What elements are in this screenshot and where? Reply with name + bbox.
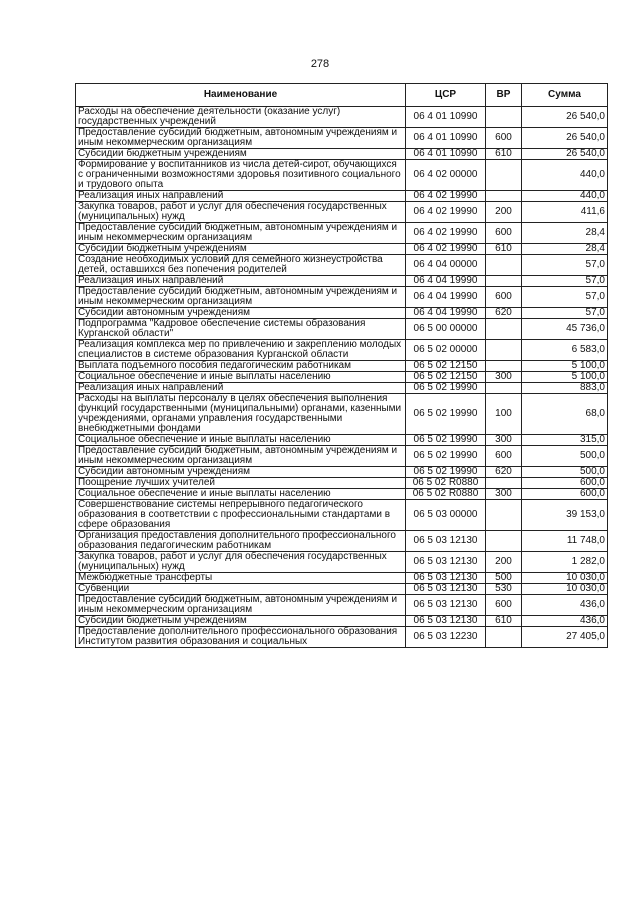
- cell-name: Социальное обеспечение и иные выплаты населению: [76, 435, 406, 446]
- cell-csr: 06 5 03 12130: [406, 595, 486, 616]
- cell-sum: 5 100,0: [522, 361, 608, 372]
- cell-csr: 06 5 02 12150: [406, 372, 486, 383]
- cell-sum: 57,0: [522, 276, 608, 287]
- table-row: [76, 149, 608, 160]
- cell-csr: 06 5 02 19990: [406, 435, 486, 446]
- cell-name: Предоставление субсидий бюджетным, автономным учреждениям и иным некоммерческим организациям: [76, 446, 406, 467]
- cell-csr: 06 5 02 19990: [406, 394, 486, 435]
- cell-csr: 06 5 02 12150: [406, 361, 486, 372]
- cell-name: Субсидии автономным учреждениям: [76, 467, 406, 478]
- cell-vr: [486, 500, 522, 531]
- cell-csr: 06 4 02 19990: [406, 244, 486, 255]
- cell-name: Предоставление субсидий бюджетным, автономным учреждениям и иным некоммерческим организациям: [76, 223, 406, 244]
- cell-csr: 06 5 02 19990: [406, 467, 486, 478]
- cell-csr: 06 5 03 12130: [406, 616, 486, 627]
- cell-name: Формирование у воспитанников из числа детей-сирот, обучающихся с ограниченными возможностями здоровья позитивного социального и трудового опыта: [76, 160, 406, 191]
- table-body: [76, 107, 608, 648]
- table-row: [76, 552, 608, 573]
- cell-name: Реализация иных направлений: [76, 383, 406, 394]
- cell-name: Социальное обеспечение и иные выплаты населению: [76, 372, 406, 383]
- cell-vr: 620: [486, 308, 522, 319]
- header-name: Наименование: [76, 84, 406, 107]
- cell-name: Создание необходимых условий для семейного жизнеустройства детей, оставшихся без попечения родителей: [76, 255, 406, 276]
- cell-sum: 500,0: [522, 467, 608, 478]
- cell-csr: 06 5 02 00000: [406, 340, 486, 361]
- cell-csr: 06 4 02 19990: [406, 202, 486, 223]
- table-row: [76, 319, 608, 340]
- cell-sum: 440,0: [522, 191, 608, 202]
- cell-sum: 26 540,0: [522, 149, 608, 160]
- cell-sum: 57,0: [522, 308, 608, 319]
- table-row: [76, 107, 608, 128]
- cell-sum: 26 540,0: [522, 128, 608, 149]
- cell-csr: 06 5 03 12130: [406, 552, 486, 573]
- cell-name: Субсидии бюджетным учреждениям: [76, 616, 406, 627]
- cell-name: Субсидии автономным учреждениям: [76, 308, 406, 319]
- cell-vr: 610: [486, 149, 522, 160]
- cell-vr: [486, 191, 522, 202]
- cell-vr: [486, 319, 522, 340]
- budget-table: [75, 83, 608, 648]
- cell-sum: 26 540,0: [522, 107, 608, 128]
- table-row: [76, 202, 608, 223]
- cell-csr: 06 4 04 19990: [406, 308, 486, 319]
- cell-sum: 68,0: [522, 394, 608, 435]
- table-row: [76, 489, 608, 500]
- cell-name: Предоставление субсидий бюджетным, автономным учреждениям и иным некоммерческим организациям: [76, 287, 406, 308]
- cell-sum: 500,0: [522, 446, 608, 467]
- cell-csr: 06 5 03 12130: [406, 584, 486, 595]
- cell-name: Реализация комплекса мер по привлечению и закреплению молодых специалистов в системе образования Курганской области: [76, 340, 406, 361]
- table-row: [76, 531, 608, 552]
- header-vr: ВР: [486, 84, 522, 107]
- cell-name: Закупка товаров, работ и услуг для обеспечения государственных (муниципальных) нужд: [76, 552, 406, 573]
- cell-csr: 06 4 02 19990: [406, 223, 486, 244]
- cell-name: Выплата подъемного пособия педагогическим работникам: [76, 361, 406, 372]
- cell-vr: 600: [486, 223, 522, 244]
- table-row: [76, 383, 608, 394]
- cell-csr: 06 4 01 10990: [406, 128, 486, 149]
- cell-csr: 06 5 03 12130: [406, 531, 486, 552]
- cell-vr: [486, 361, 522, 372]
- cell-name: Социальное обеспечение и иные выплаты населению: [76, 489, 406, 500]
- cell-csr: 06 5 02 19990: [406, 383, 486, 394]
- cell-sum: 411,6: [522, 202, 608, 223]
- cell-sum: 10 030,0: [522, 584, 608, 595]
- cell-vr: 500: [486, 573, 522, 584]
- cell-csr: 06 5 03 12130: [406, 573, 486, 584]
- cell-vr: 610: [486, 616, 522, 627]
- cell-csr: 06 5 00 00000: [406, 319, 486, 340]
- cell-name: Межбюджетные трансферты: [76, 573, 406, 584]
- cell-vr: [486, 383, 522, 394]
- cell-csr: 06 4 04 19990: [406, 276, 486, 287]
- cell-sum: 436,0: [522, 616, 608, 627]
- cell-vr: 610: [486, 244, 522, 255]
- cell-vr: 530: [486, 584, 522, 595]
- cell-name: Закупка товаров, работ и услуг для обеспечения государственных (муниципальных) нужд: [76, 202, 406, 223]
- cell-sum: 11 748,0: [522, 531, 608, 552]
- cell-name: Реализация иных направлений: [76, 276, 406, 287]
- cell-vr: 300: [486, 372, 522, 383]
- cell-vr: 300: [486, 435, 522, 446]
- table-row: [76, 244, 608, 255]
- table-row: [76, 160, 608, 191]
- cell-vr: [486, 160, 522, 191]
- cell-name: Подпрограмма "Кадровое обеспечение системы образования Курганской области": [76, 319, 406, 340]
- cell-vr: [486, 627, 522, 648]
- table-row: [76, 255, 608, 276]
- cell-vr: 600: [486, 128, 522, 149]
- cell-vr: [486, 276, 522, 287]
- cell-sum: 57,0: [522, 255, 608, 276]
- table-row: [76, 223, 608, 244]
- cell-vr: 200: [486, 552, 522, 573]
- cell-sum: 39 153,0: [522, 500, 608, 531]
- cell-name: Субсидии бюджетным учреждениям: [76, 149, 406, 160]
- cell-name: Поощрение лучших учителей: [76, 478, 406, 489]
- table-row: [76, 128, 608, 149]
- cell-sum: 45 736,0: [522, 319, 608, 340]
- table-row: [76, 372, 608, 383]
- table-row: [76, 308, 608, 319]
- cell-vr: [486, 478, 522, 489]
- cell-csr: 06 5 03 00000: [406, 500, 486, 531]
- cell-csr: 06 5 02 19990: [406, 446, 486, 467]
- cell-vr: 200: [486, 202, 522, 223]
- cell-sum: 315,0: [522, 435, 608, 446]
- cell-name: Реализация иных направлений: [76, 191, 406, 202]
- table-row: [76, 616, 608, 627]
- header-csr: ЦСР: [406, 84, 486, 107]
- cell-csr: 06 5 02 R0880: [406, 489, 486, 500]
- page-number: 278: [310, 58, 330, 70]
- cell-csr: 06 5 03 12230: [406, 627, 486, 648]
- table-row: [76, 595, 608, 616]
- table-row: [76, 467, 608, 478]
- cell-vr: 100: [486, 394, 522, 435]
- header-sum: Сумма: [522, 84, 608, 107]
- cell-sum: 883,0: [522, 383, 608, 394]
- cell-sum: 6 583,0: [522, 340, 608, 361]
- cell-vr: 620: [486, 467, 522, 478]
- cell-sum: 436,0: [522, 595, 608, 616]
- cell-name: Предоставление субсидий бюджетным, автономным учреждениям и иным некоммерческим организациям: [76, 595, 406, 616]
- cell-vr: [486, 255, 522, 276]
- cell-name: Расходы на выплаты персоналу в целях обеспечения выполнения функций государственными (муниципальными) органами, казенными учреждениями, органами управления государственными внебюджетными фондами: [76, 394, 406, 435]
- cell-name: Субсидии бюджетным учреждениям: [76, 244, 406, 255]
- cell-csr: 06 5 02 R0880: [406, 478, 486, 489]
- cell-csr: 06 4 02 19990: [406, 191, 486, 202]
- cell-sum: 5 100,0: [522, 372, 608, 383]
- table-row: [76, 191, 608, 202]
- table-header-row: [76, 84, 608, 107]
- table-row: [76, 394, 608, 435]
- cell-csr: 06 4 01 10990: [406, 107, 486, 128]
- table-row: [76, 627, 608, 648]
- cell-csr: 06 4 04 00000: [406, 255, 486, 276]
- table-row: [76, 500, 608, 531]
- cell-name: Организация предоставления дополнительного профессионального образования педагогическим работникам: [76, 531, 406, 552]
- cell-vr: [486, 531, 522, 552]
- cell-sum: 1 282,0: [522, 552, 608, 573]
- cell-vr: 600: [486, 446, 522, 467]
- table-row: [76, 276, 608, 287]
- cell-vr: 600: [486, 287, 522, 308]
- cell-csr: 06 4 01 10990: [406, 149, 486, 160]
- cell-vr: 300: [486, 489, 522, 500]
- cell-csr: 06 4 02 00000: [406, 160, 486, 191]
- cell-sum: 10 030,0: [522, 573, 608, 584]
- cell-vr: 600: [486, 595, 522, 616]
- cell-sum: 28,4: [522, 244, 608, 255]
- cell-sum: 600,0: [522, 478, 608, 489]
- cell-vr: [486, 340, 522, 361]
- cell-name: Совершенствование системы непрерывного педагогического образования в соответствии с профессиональными стандартами в сфере образования: [76, 500, 406, 531]
- table-row: [76, 446, 608, 467]
- cell-name: Предоставление дополнительного профессионального образования Институтом развития образования и социальных: [76, 627, 406, 648]
- cell-sum: 28,4: [522, 223, 608, 244]
- cell-sum: 600,0: [522, 489, 608, 500]
- cell-name: Расходы на обеспечение деятельности (оказание услуг) государственных учреждений: [76, 107, 406, 128]
- table-row: [76, 584, 608, 595]
- table-row: [76, 287, 608, 308]
- table-row: [76, 340, 608, 361]
- table-row: [76, 573, 608, 584]
- cell-sum: 440,0: [522, 160, 608, 191]
- cell-name: Предоставление субсидий бюджетным, автономным учреждениям и иным некоммерческим организациям: [76, 128, 406, 149]
- cell-name: Субвенции: [76, 584, 406, 595]
- table-row: [76, 435, 608, 446]
- cell-vr: [486, 107, 522, 128]
- cell-sum: 27 405,0: [522, 627, 608, 648]
- table-row: [76, 361, 608, 372]
- table-row: [76, 478, 608, 489]
- cell-sum: 57,0: [522, 287, 608, 308]
- cell-csr: 06 4 04 19990: [406, 287, 486, 308]
